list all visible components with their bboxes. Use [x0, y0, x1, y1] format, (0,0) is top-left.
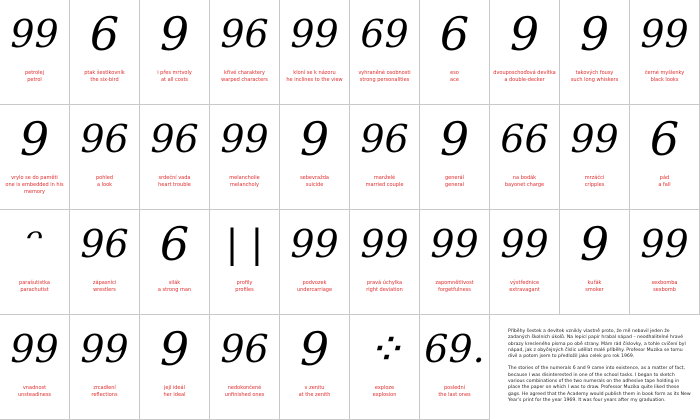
caption-english: smoker	[585, 287, 604, 293]
story-cell	[140, 0, 210, 105]
story-cell	[420, 315, 490, 420]
caption-english: warped characters	[221, 77, 268, 83]
caption-czech: manželé	[373, 175, 396, 181]
numeral-drawing: 6	[649, 112, 680, 166]
caption-english: at all costs	[160, 77, 189, 83]
caption	[2, 175, 67, 196]
caption-czech: i přes mrtvoly	[157, 70, 192, 76]
numeral-drawing: 96	[80, 117, 129, 161]
caption	[142, 70, 207, 84]
caption	[632, 175, 697, 189]
caption-czech: vrylo se do paměti	[11, 175, 58, 181]
numeral-drawing: | |	[225, 222, 264, 266]
caption	[422, 280, 487, 294]
story-cell	[420, 210, 490, 315]
caption	[492, 70, 557, 84]
caption-czech: podvozek	[302, 280, 327, 286]
caption-english: melancholy	[230, 182, 259, 188]
numeral-drawing: 99	[290, 12, 339, 56]
numeral-drawing: 9	[439, 112, 470, 166]
story-cell	[210, 210, 280, 315]
story-cell	[210, 105, 280, 210]
caption	[352, 280, 417, 294]
story-cell	[280, 0, 350, 105]
caption-czech: poslední	[443, 385, 466, 391]
essay-paragraph-czech: Příběhy šestek a devítek vznikly vlastně proto, že mě nebavil jeden že zadaných školních úkolů. Na lepicí papír hrabal nápad – neodhalitelné hravé obrazy kresleného písma po obě strany. Mám rád číslovky, a tohle cvičení byl nápad, jak z obyčejných číslic udělat malé příběhy. Profesor Muzika se tomu divil a potom jsem to předložil jako celek pro rok 1969.	[508, 329, 686, 360]
story-cell	[70, 315, 140, 420]
caption-czech: křivé charaktery	[223, 70, 265, 76]
caption-czech: profily	[236, 280, 253, 286]
caption-english: extravagant	[509, 287, 540, 293]
numeral-drawing: 99	[640, 12, 689, 56]
caption-czech: v zenitu	[304, 385, 325, 391]
caption	[492, 175, 557, 189]
story-cell	[280, 105, 350, 210]
caption	[2, 70, 67, 84]
numeral-drawing: 66	[500, 117, 549, 161]
caption	[282, 70, 347, 84]
caption-czech: černé myšlenky	[644, 70, 685, 76]
numeral-drawing: 96	[360, 117, 409, 161]
story-cell	[70, 0, 140, 105]
caption-english: general	[444, 182, 464, 188]
caption	[142, 385, 207, 399]
story-cell	[560, 210, 630, 315]
caption-english: strong personalities	[359, 77, 410, 83]
caption-english: ace	[450, 77, 459, 83]
caption	[632, 70, 697, 84]
numeral-drawing: 96	[80, 222, 129, 266]
numeral-drawing: ⁘	[365, 322, 404, 376]
caption-czech: silák	[168, 280, 181, 286]
caption	[352, 175, 417, 189]
story-cell	[0, 0, 70, 105]
caption	[422, 70, 487, 84]
caption-english: undercarriage	[296, 287, 333, 293]
caption	[352, 70, 417, 84]
caption-czech: vnadnost	[22, 385, 47, 391]
caption-english: her ideal	[163, 392, 186, 398]
caption-english: unsteadiness	[17, 392, 52, 398]
caption	[142, 175, 207, 189]
caption-english: a strong man	[157, 287, 192, 293]
numeral-drawing: 99	[570, 117, 619, 161]
story-cell	[280, 315, 350, 420]
numeral-drawing: 99	[430, 222, 479, 266]
caption-czech: takových fousy	[575, 70, 614, 76]
caption	[2, 385, 67, 399]
caption-czech: sexbomba	[651, 280, 678, 286]
caption-english: a fall	[658, 182, 671, 188]
caption-english: reflections	[91, 392, 118, 398]
essay-paragraph-english: The stories of the numerals 6 and 9 came into existence, as a matter of fact, because I was disinterested in one of the school tasks. I began to sketch various combinations of the two numerals on the adhesive tape holding in place the paper on which I was to draw. Professor Muzika quite liked these gags. He agreed that the Academy would publish them in book form as its New Year's print for the year 1969. It was four years after my graduation.	[508, 366, 691, 403]
story-cell	[0, 210, 70, 315]
numeral-drawing: 69.	[424, 327, 485, 371]
story-cell	[350, 0, 420, 105]
caption-czech: její ideál	[164, 385, 185, 391]
numeral-drawing: 99	[290, 222, 339, 266]
caption-czech: mrzáčci	[584, 175, 605, 181]
numeral-drawing: 96	[220, 12, 269, 56]
caption-czech: sebevražda	[300, 175, 329, 181]
numeral-drawing: 96	[220, 327, 269, 371]
caption-czech: nedokončené	[227, 385, 262, 391]
numeral-drawing: 9	[579, 217, 610, 271]
caption-english: unfinished ones	[224, 392, 265, 398]
story-cell	[350, 105, 420, 210]
numeral-drawing: 9	[579, 7, 610, 61]
numeral-drawing: 99	[10, 327, 59, 371]
caption	[282, 280, 347, 294]
essay-text	[508, 329, 692, 416]
caption-czech: pravá úchylka	[366, 280, 403, 286]
story-cell	[420, 105, 490, 210]
story-cell	[350, 210, 420, 315]
caption	[212, 70, 277, 84]
caption	[212, 175, 277, 189]
story-cell	[0, 105, 70, 210]
story-cell	[210, 0, 280, 105]
caption-english: such long whiskers	[570, 77, 619, 83]
caption-english: suicide	[305, 182, 324, 188]
caption-czech: petrolej	[24, 70, 45, 76]
story-cell	[0, 315, 70, 420]
numeral-drawing: 9	[299, 112, 330, 166]
numeral-drawing: 9	[159, 322, 190, 376]
caption-english: black looks	[650, 77, 679, 83]
caption	[72, 70, 137, 84]
story-cell	[140, 105, 210, 210]
story-cell	[140, 315, 210, 420]
caption-english: forgetfulness	[438, 287, 471, 293]
story-cell	[560, 0, 630, 105]
caption-english: petrol	[27, 77, 42, 83]
numeral-drawing: 6	[439, 7, 470, 61]
caption-czech: výstřednice	[509, 280, 540, 286]
numeral-drawing: 69	[360, 12, 409, 56]
numeral-drawing: 99	[360, 222, 409, 266]
caption-czech: pád	[659, 175, 670, 181]
numeral-drawing: ᵔ	[25, 217, 44, 271]
caption	[282, 385, 347, 399]
caption	[212, 280, 277, 294]
numeral-drawing: 99	[640, 222, 689, 266]
story-cell	[210, 315, 280, 420]
caption	[562, 280, 627, 294]
story-cell	[350, 315, 420, 420]
caption-czech: vyhraněné osobnosti	[358, 70, 411, 76]
caption-czech: zápasníci	[92, 280, 117, 286]
caption-english: parachutist	[20, 287, 49, 293]
caption-czech: ptak šestikovník	[84, 70, 125, 76]
caption-english: right deviation	[366, 287, 403, 293]
caption	[562, 175, 627, 189]
caption	[72, 175, 137, 189]
story-cell	[560, 105, 630, 210]
numeral-drawing: 9	[159, 7, 190, 61]
caption-czech: kloní se k názoru	[293, 70, 336, 76]
caption-czech: zrcadlení	[93, 385, 116, 391]
caption-english: wrestlers	[93, 287, 116, 293]
caption-english: a double-decker	[504, 77, 545, 83]
numeral-drawing: 9	[299, 322, 330, 376]
caption	[562, 70, 627, 84]
caption-english: married couple	[365, 182, 404, 188]
numeral-drawing: 9	[509, 7, 540, 61]
caption	[282, 175, 347, 189]
caption	[422, 385, 487, 399]
caption-english: bayonet charge	[504, 182, 545, 188]
numeral-drawing: 99	[80, 327, 129, 371]
caption-english: one is embedded in his memory	[5, 182, 64, 195]
caption-english: heart trouble	[158, 182, 191, 188]
numeral-drawing: 99	[500, 222, 549, 266]
caption-czech: generál	[444, 175, 464, 181]
caption-english: cripples	[584, 182, 605, 188]
caption-czech: parašutistka	[19, 280, 50, 286]
story-cell	[630, 0, 700, 105]
caption-czech: zapomnětlivost	[435, 280, 474, 286]
caption-english: the last ones	[438, 392, 471, 398]
caption-english: the six-bird	[90, 77, 119, 83]
caption-czech: eso	[450, 70, 459, 76]
caption-english: explosion	[372, 392, 397, 398]
numeral-drawing: 9	[19, 112, 50, 166]
caption-czech: dvouposchoďová devítka	[493, 70, 556, 76]
caption	[352, 385, 417, 399]
caption-english: profiles	[235, 287, 254, 293]
numeral-drawing: 6	[159, 217, 190, 271]
caption	[632, 280, 697, 294]
caption-english: at the zenith	[298, 392, 331, 398]
caption	[72, 280, 137, 294]
story-cell	[490, 105, 560, 210]
story-cell	[490, 0, 560, 105]
story-cell	[140, 210, 210, 315]
numeral-drawing: 99	[220, 117, 269, 161]
caption-czech: srdeční vada	[158, 175, 191, 181]
caption	[72, 385, 137, 399]
caption-czech: kuřák	[587, 280, 602, 286]
caption-czech: na bodák	[512, 175, 537, 181]
caption-english: sexbomb	[653, 287, 676, 293]
story-cell	[630, 105, 700, 210]
story-cell	[70, 210, 140, 315]
caption-english: he inclines to the view	[286, 77, 343, 83]
caption	[212, 385, 277, 399]
numeral-drawing: 96	[150, 117, 199, 161]
caption-english: a look	[96, 182, 113, 188]
story-cell	[490, 210, 560, 315]
numeral-drawing: 6	[89, 7, 120, 61]
story-cell	[280, 210, 350, 315]
numeral-drawing: 99	[10, 12, 59, 56]
story-cell	[70, 105, 140, 210]
story-cell	[630, 210, 700, 315]
caption-czech: exploze	[374, 385, 395, 391]
caption	[492, 280, 557, 294]
story-cell	[420, 0, 490, 105]
caption	[142, 280, 207, 294]
caption	[2, 280, 67, 294]
caption-czech: melancholie	[229, 175, 260, 181]
caption	[422, 175, 487, 189]
caption-czech: pohled	[95, 175, 114, 181]
